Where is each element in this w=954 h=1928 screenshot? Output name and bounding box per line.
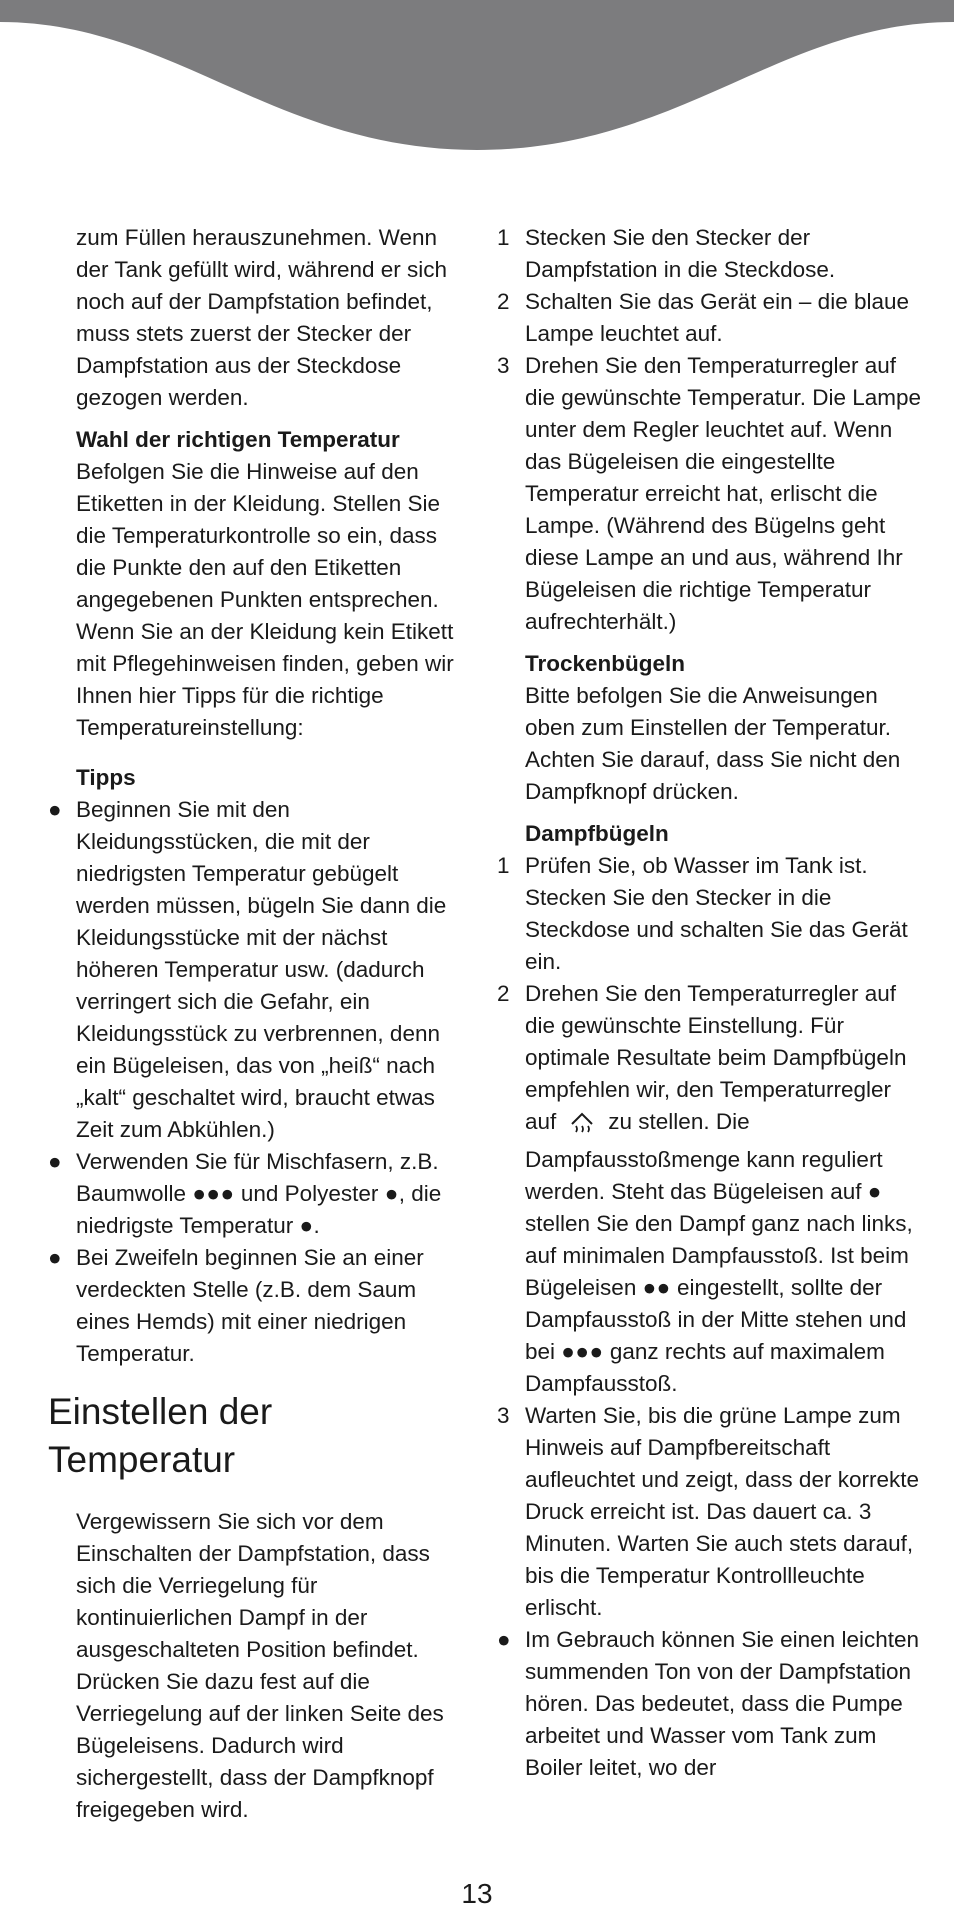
bullet-icon: ● xyxy=(48,1149,62,1174)
step-2: 2 Schalten Sie das Gerät ein – die blaue Lampe leuchtet auf. xyxy=(525,286,925,350)
steam-step-3: 3 Warten Sie, bis die grüne Lampe zum Hinweis auf Dampfbereitschaft aufleuchtet und zeigt, dass der korrekte Druck erreicht ist. Das dauert ca. 3 Minuten. Warten Sie auch stets darauf, bis die Temperatur Kontrollleuchte erlischt. xyxy=(525,1400,925,1624)
dots-icon: ●● xyxy=(642,1275,671,1300)
tips-heading: Tipps xyxy=(76,765,136,790)
bullet-icon: ● xyxy=(48,1245,62,1270)
bullet-icon: ● xyxy=(48,797,62,822)
section-title: Einstellen der Temperatur xyxy=(48,1391,273,1480)
step-number: 2 xyxy=(497,981,510,1006)
tip-item-2: ● Verwenden Sie für Mischfasern, z.B. Baumwolle ●●● und Polyester ●, die niedrigste Temperatur ●. xyxy=(76,1146,466,1242)
right-column xyxy=(497,222,925,1784)
page-number: 13 xyxy=(461,1878,493,1909)
step-number: 3 xyxy=(497,1403,510,1428)
step-number: 3 xyxy=(497,353,510,378)
dot-icon: ● xyxy=(384,1181,399,1206)
step-3: 3 Drehen Sie den Temperaturregler auf die gewünschte Temperatur. Die Lampe unter dem Regler leuchtet auf. Wenn das Bügeleisen die eingestellte Temperatur erreicht hat, erlischt die Lampe. (Während des Bügelns geht diese Lampe an und aus, während Ihr Bügeleisen die richtige Temperatur aufrechterhält.) xyxy=(525,350,925,638)
dots-icon: ●●● xyxy=(192,1181,235,1206)
step-1: 1 Stecken Sie den Stecker der Dampfstation in die Steckdose. xyxy=(525,222,925,286)
steam-step-2: 2 Drehen Sie den Temperaturregler auf die gewünschte Einstellung. Für optimale Resultate beim Dampfbügeln empfehlen wir, den Temperaturregler auf zu stellen. Die Dampfausstoßmenge kann reguliert werden. Steht das Bügeleisen auf ● stellen Sie den Dampf ganz nach links, auf minimalen Dampfausstoß. Ist beim Bügeleisen ●● eingestellt, sollte der Dampfausstoß in der Mitte stehen und bei ●●● ganz rechts auf maximalem Dampfausstoß. xyxy=(525,978,925,1400)
step-number: 1 xyxy=(497,853,510,878)
temperature-paragraph: Befolgen Sie die Hinweise auf den Etiketten in der Kleidung. Stellen Sie die Temperaturkontrolle so ein, dass die Punkte den auf den Etiketten angegebenen Punkten entsprechen. Wenn Sie an der Kleidung kein Etikett mit Pflegehinweisen finden, geben wir Ihnen hier Tipps für die richtige Temperatureinstellung: xyxy=(76,459,454,740)
section-paragraph: Vergewissern Sie sich vor dem Einschalten der Dampfstation, dass sich die Verriegelung für kontinuierlichen Dampf in der ausgeschalteten Position befindet. Drücken Sie dazu fest auf die Verriegelung auf der linken Seite des Bügeleisens. Dadurch wird sichergestellt, dass der Dampfknopf freigegeben wird. xyxy=(76,1509,444,1822)
left-column xyxy=(48,222,466,1826)
dot-icon: ● xyxy=(299,1213,314,1238)
step-number: 1 xyxy=(497,225,510,250)
tip-item-1: ● Beginnen Sie mit den Kleidungsstücken, die mit der niedrigsten Temperatur gebügelt werden müssen, bügeln Sie dann die Kleidungsstücke mit der nächst höheren Temperatur usw. (dadurch verringert sich die Gefahr, ein Kleidungsstück zu verbrennen, denn ein Bügeleisen, das von „heiß“ nach „kalt“ geschaltet wird, braucht etwas Zeit zum Abkühlen.) xyxy=(76,794,466,1146)
bullet-icon: ● xyxy=(497,1627,511,1652)
dry-ironing-heading: Trockenbügeln xyxy=(525,651,686,676)
steam-step-1: 1 Prüfen Sie, ob Wasser im Tank ist. Stecken Sie den Stecker in die Steckdose und schalten Sie das Gerät ein. xyxy=(525,850,925,978)
dot-icon: ● xyxy=(867,1179,882,1204)
steam-ironing-heading: Dampfbügeln xyxy=(525,821,669,846)
usage-note: ● Im Gebrauch können Sie einen leichten summenden Ton von der Dampfstation hören. Das bedeutet, dass die Pumpe arbeitet und Wasser vom Tank zum Boiler leitet, wo der xyxy=(525,1624,925,1784)
step-number: 2 xyxy=(497,289,510,314)
tip-item-3: ● Bei Zweifeln beginnen Sie an einer verdeckten Stelle (z.B. dem Saum eines Hemds) mit einer niedrigen Temperatur. xyxy=(76,1242,466,1370)
dry-ironing-paragraph: Bitte befolgen Sie die Anweisungen oben zum Einstellen der Temperatur. Achten Sie darauf, dass Sie nicht den Dampfknopf drücken. xyxy=(525,683,901,804)
intro-paragraph: zum Füllen herauszunehmen. Wenn der Tank gefüllt wird, während er sich noch auf der Dampfstation befindet, muss stets zuerst der Stecker der Dampfstation aus der Steckdose gezogen werden. xyxy=(76,225,448,410)
dots-icon: ●●● xyxy=(561,1339,604,1364)
header-decoration xyxy=(0,0,954,160)
temperature-heading: Wahl der richtigen Temperatur xyxy=(76,427,400,452)
steam-setting-icon xyxy=(568,1111,596,1144)
